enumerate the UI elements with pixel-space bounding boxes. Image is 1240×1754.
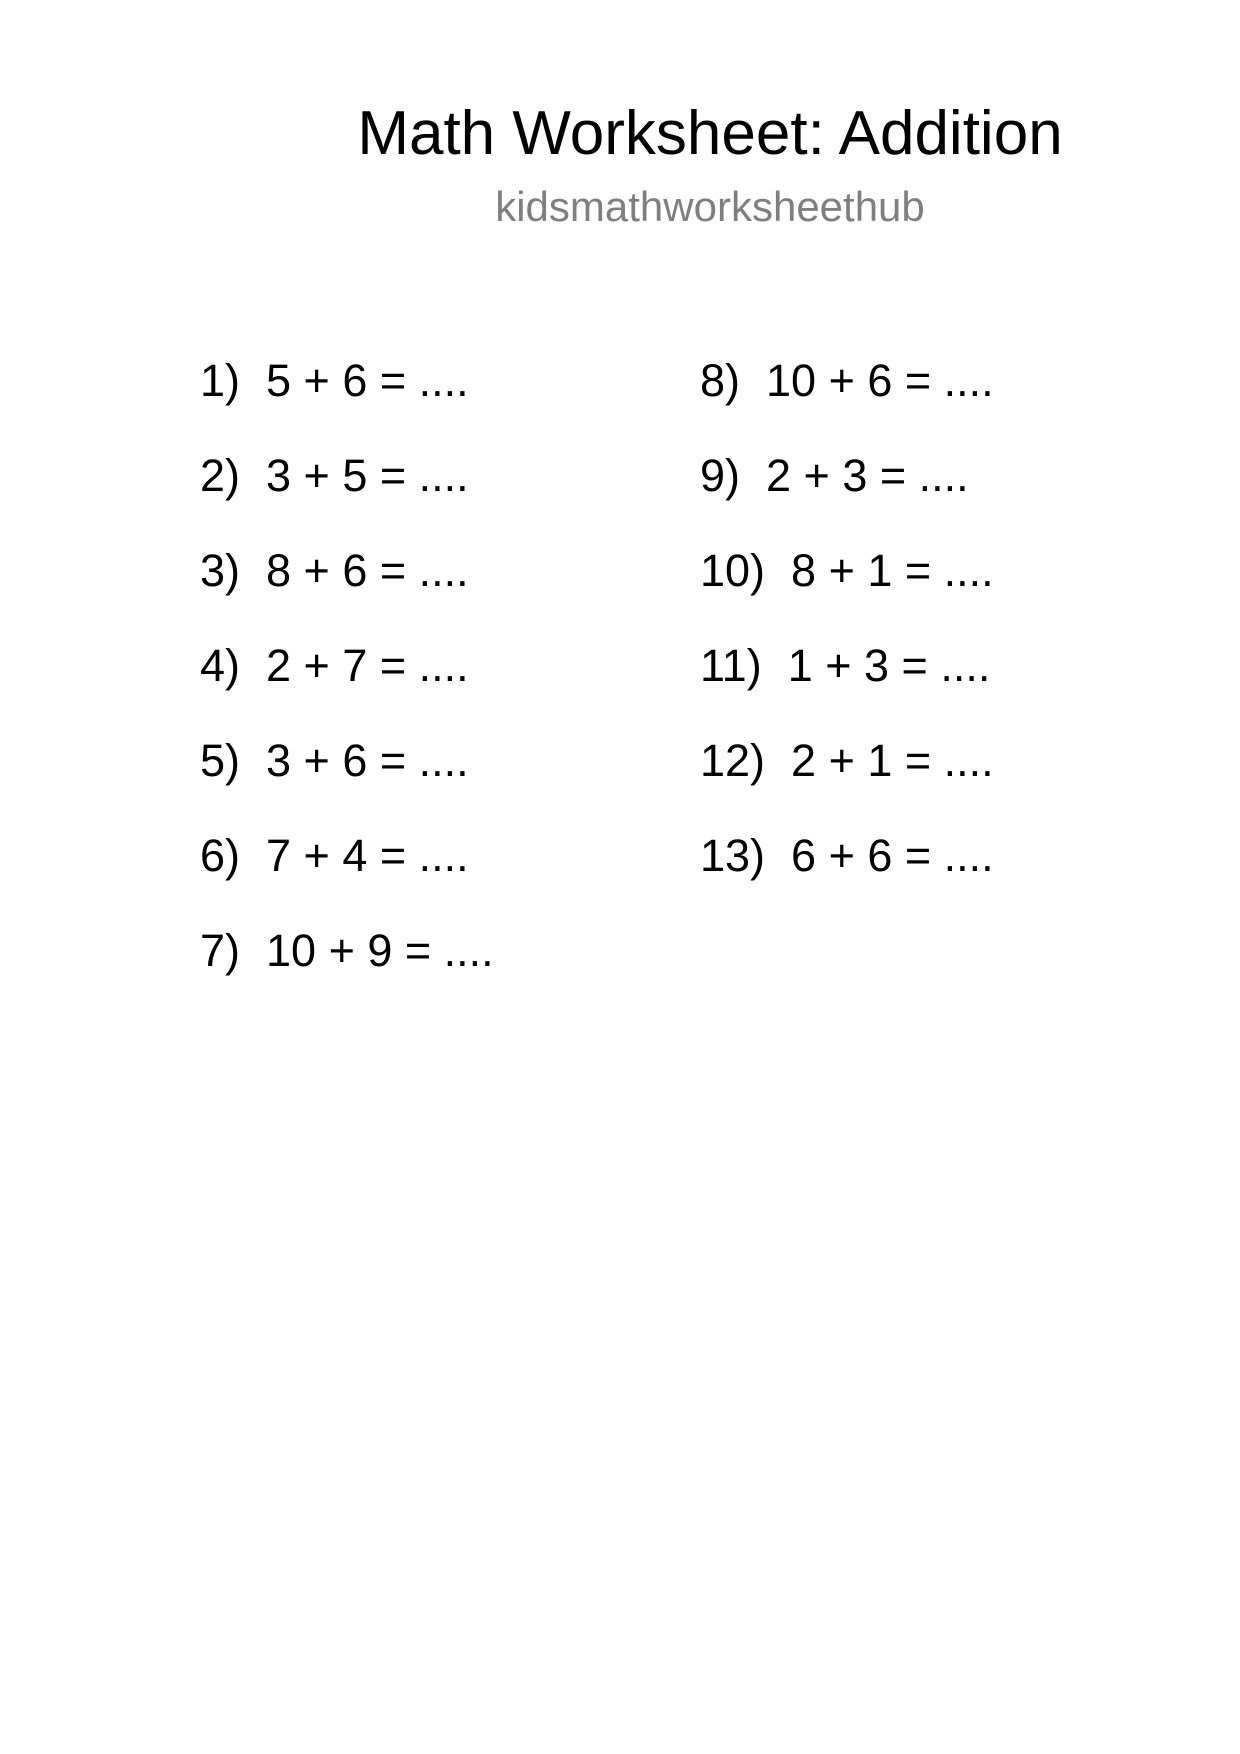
- problem-expression: 2 + 1 = ....: [791, 735, 994, 786]
- problem-number: 12): [700, 735, 766, 786]
- problem-number: 9): [700, 450, 741, 501]
- problem-expression: 3 + 6 = ....: [266, 735, 469, 786]
- problem-expression: 5 + 6 = ....: [266, 355, 469, 406]
- problem-item: [700, 449, 994, 544]
- problem-item: [200, 734, 494, 829]
- problem-number: 8): [700, 355, 741, 406]
- problem-item: [700, 354, 994, 449]
- problem-number: 5): [200, 735, 241, 786]
- problem-expression: 6 + 6 = ....: [791, 830, 994, 881]
- problem-item: [700, 829, 994, 924]
- problem-expression: 2 + 3 = ....: [766, 450, 969, 501]
- problem-expression: 3 + 5 = ....: [266, 450, 469, 501]
- problem-number: 7): [200, 925, 241, 976]
- problem-number: 10): [700, 545, 766, 596]
- problem-item: [200, 544, 494, 639]
- problem-item: [700, 734, 994, 829]
- problem-item: [700, 544, 994, 639]
- problem-column-right: [700, 354, 994, 924]
- problem-number: 3): [200, 545, 241, 596]
- site-name: kidsmathworksheethub: [495, 183, 925, 230]
- problem-column-left: [200, 354, 494, 1019]
- problem-number: 4): [200, 640, 241, 691]
- problem-item: [200, 639, 494, 734]
- problem-expression: 1 + 3 = ....: [787, 640, 991, 691]
- problem-number: 6): [200, 830, 241, 881]
- problem-item: [200, 829, 494, 924]
- page-title: Math Worksheet: Addition: [357, 99, 1063, 168]
- problem-number: 13): [700, 830, 766, 881]
- problem-item: [200, 354, 494, 449]
- problem-number: 11): [700, 640, 762, 691]
- problem-number: 2): [200, 450, 241, 501]
- problem-number: 1): [200, 355, 241, 406]
- problem-item: [200, 449, 494, 544]
- problem-expression: 7 + 4 = ....: [266, 830, 469, 881]
- problem-expression: 10 + 6 = ....: [766, 355, 994, 406]
- problem-item: [200, 924, 494, 1019]
- problem-item: [700, 639, 994, 734]
- problem-expression: 10 + 9 = ....: [266, 925, 494, 976]
- problem-expression: 2 + 7 = ....: [266, 640, 469, 691]
- problem-expression: 8 + 6 = ....: [266, 545, 469, 596]
- problem-expression: 8 + 1 = ....: [791, 545, 994, 596]
